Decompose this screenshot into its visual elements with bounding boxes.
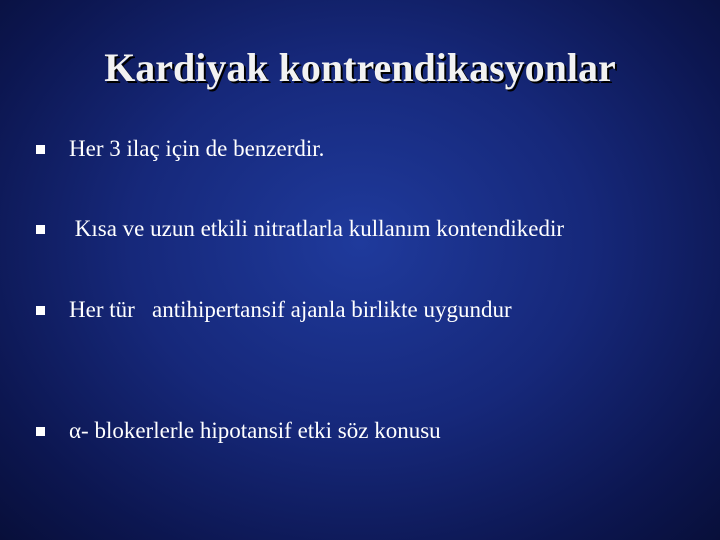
list-item xyxy=(36,213,564,245)
bullet-text: Her 3 ilaç için de benzerdir. xyxy=(69,136,325,161)
slide-title: Kardiyak kontrendikasyonlar xyxy=(104,45,616,90)
square-bullet-icon xyxy=(36,145,45,154)
list-item xyxy=(36,133,324,165)
square-bullet-icon xyxy=(36,225,45,234)
list-item xyxy=(36,294,512,326)
square-bullet-icon xyxy=(36,427,45,436)
bullet-text: Her tür antihipertansif ajanla birlikte uygundur xyxy=(69,297,512,322)
bullet-text: Kısa ve uzun etkili nitratlarla kullanım kontendikedir xyxy=(69,216,565,241)
square-bullet-icon xyxy=(36,306,45,315)
list-item xyxy=(36,415,441,447)
bullet-text: α- blokerlerle hipotansif etki söz konusu xyxy=(69,418,441,443)
